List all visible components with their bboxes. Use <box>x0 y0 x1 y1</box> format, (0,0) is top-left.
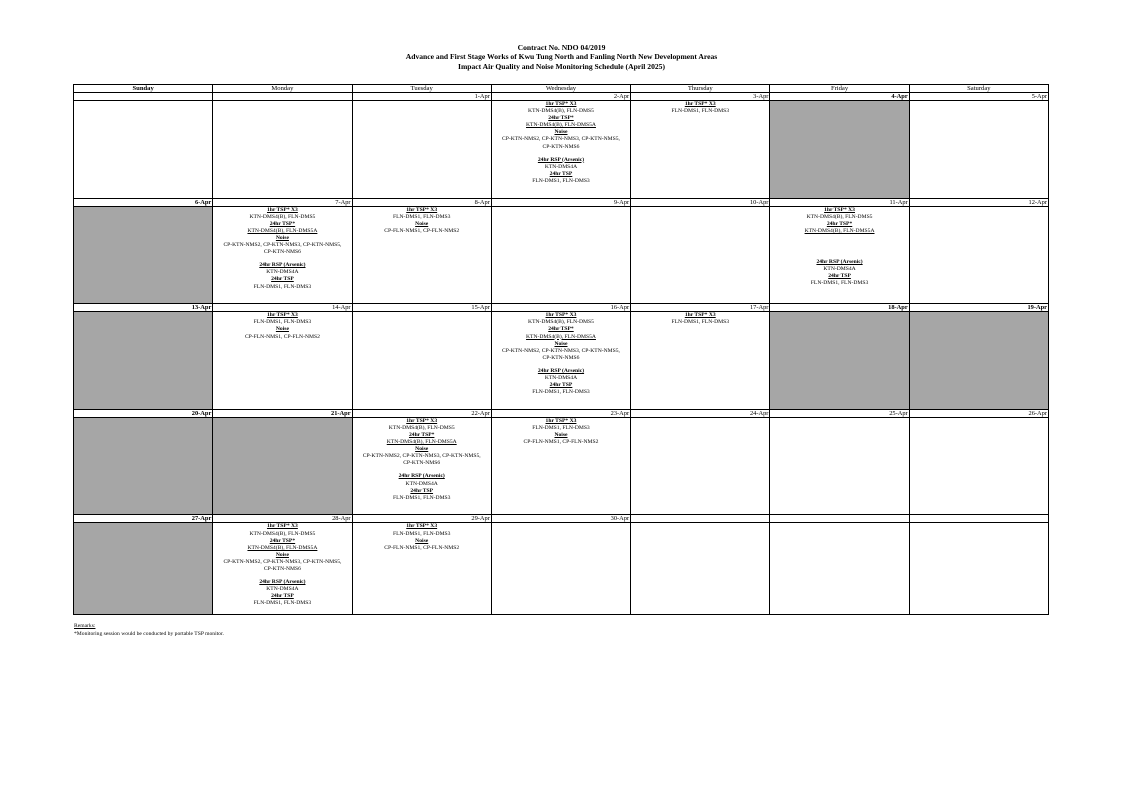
day-entries <box>492 418 630 446</box>
day-cell <box>631 515 770 615</box>
day-entries <box>770 207 908 288</box>
week-row <box>74 93 1049 199</box>
day-date: 24-Apr <box>631 410 769 418</box>
day-cell <box>770 409 909 515</box>
day-cell <box>352 93 491 199</box>
entry-heading: 1hr TSP* X3 <box>406 523 438 530</box>
day-date: 28-Apr <box>213 515 351 523</box>
day-entries <box>492 312 630 396</box>
day-cell <box>770 93 909 199</box>
day-cell <box>352 409 491 515</box>
entry-stations: FLN-DMS1, FLN-DMS3 <box>671 319 730 326</box>
day-date: 20-Apr <box>74 410 212 418</box>
day-date <box>74 93 212 101</box>
entry-stations: KTN-DMS4(B), FLN-DMS5A <box>526 333 596 340</box>
entry-stations: FLN-DMS1, FLN-DMS3 <box>253 600 312 607</box>
entry-heading: Noise <box>415 220 429 227</box>
day-cell <box>631 93 770 199</box>
week-row <box>74 409 1049 515</box>
entry-heading: 24hr TSP <box>410 487 434 494</box>
entry-stations: FLN-DMS1, FLN-DMS3 <box>810 280 869 287</box>
day-cell <box>352 304 491 410</box>
day-cell <box>909 93 1048 199</box>
day-entries <box>353 523 491 551</box>
day-cell <box>770 515 909 615</box>
entry-stations: KTN-DMS4A <box>266 269 299 276</box>
day-cell <box>213 198 352 304</box>
day-date: 10-Apr <box>631 199 769 207</box>
day-date: 15-Apr <box>353 304 491 312</box>
day-date: 3-Apr <box>631 93 769 101</box>
entry-stations: KTN-DMS4(B), FLN-DMS5 <box>528 108 594 115</box>
day-cell <box>491 198 630 304</box>
day-cell <box>491 93 630 199</box>
day-date: 27-Apr <box>74 515 212 523</box>
entry-stations: KTN-DMS4(B), FLN-DMS5 <box>249 213 316 220</box>
entry-stations: FLN-DMS1, FLN-DMS3 <box>253 283 312 290</box>
entry-heading: 1hr TSP* X3 <box>266 206 298 213</box>
day-date: 2-Apr <box>492 93 630 101</box>
entry-heading: Noise <box>415 446 429 453</box>
remarks-title: Remarks: <box>74 623 96 629</box>
day-cell <box>74 409 213 515</box>
entry-heading: Noise <box>275 326 289 333</box>
day-date: 7-Apr <box>213 199 351 207</box>
entry-heading: 24hr RSP (Arsenic) <box>537 156 585 163</box>
entry-heading: 24hr RSP (Arsenic) <box>259 262 306 269</box>
entry-heading: 1hr TSP* X3 <box>684 312 716 319</box>
entry-heading: 24hr RSP (Arsenic) <box>398 473 445 480</box>
entry-stations: CP-KTN-NMS6 <box>542 354 580 361</box>
day-cell <box>74 93 213 199</box>
day-date: 17-Apr <box>631 304 769 312</box>
entry-heading: 24hr TSP* <box>548 115 574 122</box>
entry-stations: CP-KTN-NMS2, CP-KTN-NMS3, CP-KTN-NMS5, <box>223 558 342 565</box>
entry-stations: KTN-DMS4(B), FLN-DMS5 <box>528 319 594 326</box>
entry-stations: CP-FLN-NMS1, CP-FLN-NMS2 <box>523 439 599 446</box>
entry-stations: FLN-DMS1, FLN-DMS3 <box>532 424 590 431</box>
entry-stations: KTN-DMS4(B), FLN-DMS5A <box>804 227 875 234</box>
day-date: 5-Apr <box>910 93 1048 101</box>
entry-heading: Noise <box>554 340 568 347</box>
entry-heading: 1hr TSP* X3 <box>266 312 298 319</box>
day-date <box>213 93 351 101</box>
entry-heading: 24hr TSP* <box>408 432 435 439</box>
day-date: 25-Apr <box>770 410 908 418</box>
day-entries <box>353 207 491 235</box>
day-date: 29-Apr <box>353 515 491 523</box>
day-cell <box>352 515 491 615</box>
entry-stations: FLN-DMS1, FLN-DMS3 <box>253 319 312 326</box>
entry-stations: CP-KTN-NMS6 <box>263 249 301 256</box>
day-date: 11-Apr <box>770 199 908 207</box>
weekday-header: Friday <box>770 85 909 93</box>
day-cell <box>631 409 770 515</box>
day-date: 16-Apr <box>492 304 630 312</box>
entry-stations: KTN-DMS4(B), FLN-DMS5A <box>386 439 457 446</box>
day-cell <box>213 304 352 410</box>
day-cell <box>213 515 352 615</box>
day-cell <box>909 409 1048 515</box>
entry-heading: 24hr TSP <box>271 593 294 600</box>
entry-stations: KTN-DMS4A <box>266 586 299 593</box>
weekday-header: Monday <box>213 85 352 93</box>
week-row <box>74 515 1049 615</box>
entry-heading: Noise <box>275 551 289 558</box>
monitoring-calendar <box>73 84 1049 615</box>
day-date: 30-Apr <box>492 515 630 523</box>
day-date: 13-Apr <box>74 304 212 312</box>
entry-heading: 24hr TSP* <box>269 220 296 227</box>
day-date: 22-Apr <box>353 410 491 418</box>
weekday-header: Wednesday <box>491 85 630 93</box>
entry-heading: 24hr TSP* <box>826 220 853 227</box>
weekday-header: Tuesday <box>352 85 491 93</box>
entry-stations: CP-FLN-NMS1, CP-FLN-NMS2 <box>384 544 460 551</box>
entry-heading: Noise <box>554 129 568 136</box>
weekday-header: Saturday <box>909 85 1048 93</box>
weekday-header-row <box>74 85 1049 93</box>
day-cell <box>909 198 1048 304</box>
entry-stations: CP-KTN-NMS6 <box>403 460 441 467</box>
entry-stations: CP-KTN-NMS2, CP-KTN-NMS3, CP-KTN-NMS5, <box>223 242 342 249</box>
entry-heading: 24hr TSP <box>549 170 573 177</box>
entry-heading: 24hr RSP (Arsenic) <box>537 367 585 374</box>
entry-stations: FLN-DMS1, FLN-DMS3 <box>392 494 451 501</box>
entry-heading: 24hr TSP* <box>269 537 296 544</box>
entry-stations: CP-KTN-NMS6 <box>542 143 580 150</box>
day-date: 1-Apr <box>353 93 491 101</box>
day-date: 21-Apr <box>213 410 351 418</box>
day-cell <box>491 304 630 410</box>
entry-heading: 1hr TSP* X3 <box>545 417 577 424</box>
entry-heading: 1hr TSP* X3 <box>824 206 855 213</box>
entry-stations: KTN-DMS4(B), FLN-DMS5 <box>388 424 455 431</box>
day-cell <box>74 304 213 410</box>
entry-stations: KTN-DMS4(B), FLN-DMS5A <box>247 544 318 551</box>
project-title: Advance and First Stage Works of Kwu Tung North and Fanling North New Development Areas <box>405 52 718 62</box>
entry-stations: KTN-DMS4(B), FLN-DMS5A <box>247 227 318 234</box>
entry-heading: 24hr TSP <box>549 382 573 389</box>
week-row <box>74 198 1049 304</box>
day-date: 26-Apr <box>910 410 1048 418</box>
entry-stations: KTN-DMS4A <box>823 266 856 273</box>
day-entries <box>213 523 351 607</box>
entry-heading: Noise <box>415 537 429 544</box>
day-entries <box>213 312 351 340</box>
day-date: 6-Apr <box>74 199 212 207</box>
day-date: 9-Apr <box>492 199 630 207</box>
day-cell <box>631 198 770 304</box>
day-date: 8-Apr <box>353 199 491 207</box>
day-date: 19-Apr <box>910 304 1048 312</box>
entry-heading: 24hr RSP (Arsenic) <box>816 258 863 265</box>
day-date <box>910 515 1048 523</box>
day-cell <box>213 409 352 515</box>
entry-heading: Noise <box>275 234 289 241</box>
entry-stations: KTN-DMS4A <box>544 374 578 381</box>
day-entries <box>353 418 491 502</box>
day-date: 18-Apr <box>770 304 908 312</box>
entry-stations: KTN-DMS4(B), FLN-DMS5 <box>806 213 873 220</box>
day-entries <box>492 101 630 185</box>
entry-heading: 1hr TSP* X3 <box>406 206 438 213</box>
day-date: 4-Apr <box>770 93 908 101</box>
day-entries <box>213 207 351 291</box>
day-cell <box>74 515 213 615</box>
day-date <box>631 515 769 523</box>
entry-heading: Noise <box>554 432 568 439</box>
day-cell <box>352 198 491 304</box>
entry-stations: CP-FLN-NMS1, CP-FLN-NMS2 <box>384 227 460 234</box>
entry-heading: 24hr TSP <box>271 276 294 283</box>
day-date: 12-Apr <box>910 199 1048 207</box>
entry-stations: KTN-DMS4A <box>544 163 578 170</box>
day-entries <box>631 312 769 326</box>
day-cell <box>909 304 1048 410</box>
entry-stations: CP-KTN-NMS6 <box>263 566 301 572</box>
remarks-note: *Monitoring session would be conducted by portable TSP monitor. <box>74 631 224 637</box>
day-entries <box>631 101 769 115</box>
entry-stations: CP-KTN-NMS2, CP-KTN-NMS3, CP-KTN-NMS5, <box>362 453 481 460</box>
entry-heading: 24hr TSP* <box>548 326 574 333</box>
day-cell <box>909 515 1048 615</box>
entry-heading: 1hr TSP* X3 <box>545 312 577 319</box>
day-cell <box>631 304 770 410</box>
entry-heading: 1hr TSP* X3 <box>266 523 298 530</box>
day-date: 23-Apr <box>492 410 630 418</box>
entry-stations: CP-FLN-NMS1, CP-FLN-NMS2 <box>244 333 320 340</box>
remarks <box>74 622 224 638</box>
weekday-header: Thursday <box>631 85 770 93</box>
entry-stations: FLN-DMS1, FLN-DMS3 <box>392 530 451 537</box>
entry-stations: KTN-DMS4A <box>405 480 438 487</box>
day-cell <box>770 198 909 304</box>
entry-stations: FLN-DMS1, FLN-DMS3 <box>532 389 590 396</box>
entry-heading: 1hr TSP* X3 <box>684 101 716 107</box>
day-date: 14-Apr <box>213 304 351 312</box>
entry-stations: CP-KTN-NMS2, CP-KTN-NMS3, CP-KTN-NMS5, <box>502 347 620 354</box>
entry-heading: 24hr RSP (Arsenic) <box>259 579 306 586</box>
day-cell <box>74 198 213 304</box>
week-row <box>74 304 1049 410</box>
entry-stations: CP-KTN-NMS2, CP-KTN-NMS3, CP-KTN-NMS5, <box>502 136 620 143</box>
day-cell <box>770 304 909 410</box>
entry-stations: FLN-DMS1, FLN-DMS3 <box>392 213 451 220</box>
entry-heading: 1hr TSP* X3 <box>406 417 438 424</box>
document-header <box>0 43 1123 71</box>
weekday-header: Sunday <box>74 85 213 93</box>
entry-heading: 1hr TSP* X3 <box>545 101 577 107</box>
schedule-title: Impact Air Quality and Noise Monitoring Schedule (April 2025) <box>457 61 665 71</box>
entry-heading: 24hr TSP <box>828 273 851 280</box>
day-cell <box>213 93 352 199</box>
entry-stations: FLN-DMS1, FLN-DMS3 <box>671 108 730 115</box>
day-cell <box>491 409 630 515</box>
entry-stations: FLN-DMS1, FLN-DMS3 <box>532 177 590 184</box>
day-date <box>770 515 908 523</box>
day-cell <box>491 515 630 615</box>
entry-stations: KTN-DMS4(B), FLN-DMS5A <box>526 122 596 129</box>
contract-number: Contract No. NDO 04/2019 <box>517 43 606 52</box>
entry-stations: KTN-DMS4(B), FLN-DMS5 <box>249 530 316 537</box>
